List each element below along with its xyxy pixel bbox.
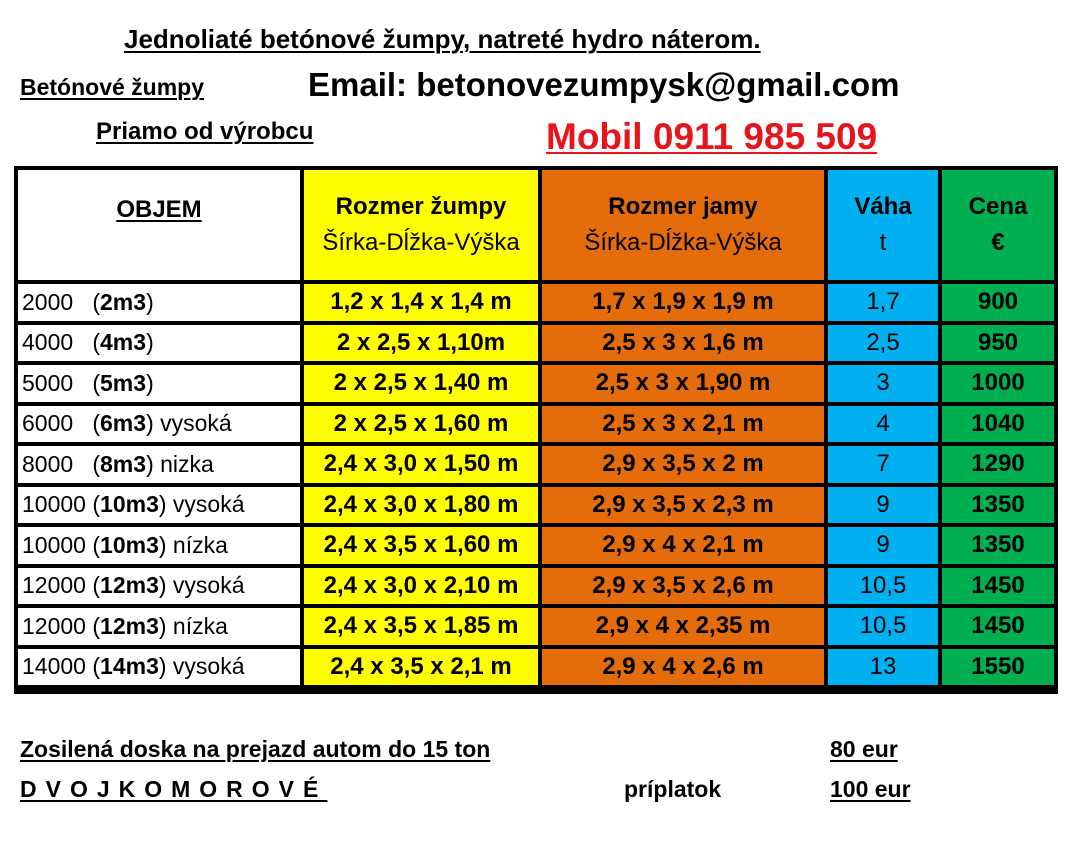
table-cell-zumpa: 2,4 x 3,5 x 1,85 m bbox=[304, 608, 538, 645]
table-cell-zumpa: 2 x 2,5 x 1,40 m bbox=[304, 365, 538, 402]
table-cell-zumpa: 2,4 x 3,5 x 1,60 m bbox=[304, 527, 538, 564]
reinforced-slab-label: Zosilená doska na prejazd autom do 15 ton bbox=[20, 736, 491, 762]
header-cena-sub: € bbox=[991, 229, 1005, 256]
objem-paren-open: ( bbox=[85, 491, 101, 518]
objem-paren-close: ) bbox=[146, 410, 161, 437]
price-table bbox=[14, 166, 1058, 694]
objem-liters: 12000 bbox=[22, 612, 86, 639]
objem-note: nízka bbox=[172, 531, 228, 558]
objem-paren-open: ( bbox=[73, 329, 101, 356]
table-cell-cena: 1350 bbox=[942, 527, 1054, 564]
table-cell-objem bbox=[18, 406, 300, 443]
header-rozmer-zumpy bbox=[304, 170, 538, 280]
objem-m3: 6m3 bbox=[100, 410, 147, 437]
objem-m3: 12m3 bbox=[100, 572, 159, 599]
table-cell-objem bbox=[18, 325, 300, 362]
objem-liters: 12000 bbox=[22, 572, 86, 599]
table-cell-cena: 1450 bbox=[942, 568, 1054, 605]
dual-chamber-label: DVOJKOMOROVÉ bbox=[20, 776, 328, 802]
table-cell-cena: 1040 bbox=[942, 406, 1054, 443]
objem-note: nízka bbox=[172, 612, 228, 639]
table-cell-objem bbox=[18, 284, 300, 321]
objem-paren-close: ) bbox=[158, 491, 173, 518]
objem-note: vysoká bbox=[172, 491, 245, 518]
table-cell-jama: 2,9 x 4 x 2,35 m bbox=[542, 608, 824, 645]
table-cell-objem bbox=[18, 487, 300, 524]
header-vaha-title: Váha bbox=[854, 193, 912, 220]
table-cell-zumpa: 2 x 2,5 x 1,10m bbox=[304, 325, 538, 362]
objem-paren-open: ( bbox=[73, 450, 101, 477]
table-cell-jama: 2,9 x 4 x 2,6 m bbox=[542, 649, 824, 686]
objem-paren-close: ) bbox=[146, 369, 161, 396]
objem-paren-close: ) bbox=[158, 531, 173, 558]
objem-note: nizka bbox=[160, 450, 214, 477]
header-vaha-sub: t bbox=[879, 229, 887, 256]
table-cell-cena: 1290 bbox=[942, 446, 1054, 483]
objem-liters: 6000 bbox=[22, 410, 74, 437]
objem-paren-open: ( bbox=[73, 410, 101, 437]
objem-liters: 8000 bbox=[22, 450, 74, 477]
table-cell-jama: 2,9 x 3,5 x 2,3 m bbox=[542, 487, 824, 524]
objem-paren-open: ( bbox=[85, 531, 101, 558]
objem-note: vysoká bbox=[172, 572, 245, 599]
table-cell-cena: 1450 bbox=[942, 608, 1054, 645]
objem-paren-close: ) bbox=[158, 572, 173, 599]
objem-paren-open: ( bbox=[73, 288, 101, 315]
table-cell-zumpa: 2,4 x 3,0 x 1,80 m bbox=[304, 487, 538, 524]
table-cell-cena: 950 bbox=[942, 325, 1054, 362]
objem-note: vysoká bbox=[160, 410, 232, 437]
table-cell-vaha: 7 bbox=[828, 446, 938, 483]
objem-paren-open: ( bbox=[85, 653, 101, 680]
table-cell-cena: 1000 bbox=[942, 365, 1054, 402]
table-cell-vaha: 4 bbox=[828, 406, 938, 443]
surcharge-label: príplatok bbox=[624, 776, 722, 802]
dual-chamber-price: 100 eur bbox=[830, 776, 911, 802]
objem-paren-close: ) bbox=[158, 612, 173, 639]
tagline-manufacturer: Priamo od výrobcu bbox=[96, 118, 314, 145]
objem-liters: 2000 bbox=[22, 288, 74, 315]
table-cell-zumpa: 2,4 x 3,0 x 2,10 m bbox=[304, 568, 538, 605]
header-rozmer-zumpy-sub: Šírka-Dĺžka-Výška bbox=[322, 229, 520, 256]
subtitle-betonove-zumpy: Betónové žumpy bbox=[20, 74, 205, 100]
table-cell-jama: 2,5 x 3 x 2,1 m bbox=[542, 406, 824, 443]
objem-liters: 10000 bbox=[22, 531, 86, 558]
table-cell-objem bbox=[18, 649, 300, 686]
mobile-contact: Mobil 0911 985 509 bbox=[546, 116, 878, 157]
table-cell-zumpa: 2,4 x 3,0 x 1,50 m bbox=[304, 446, 538, 483]
page-title: Jednoliaté betónové žumpy, natreté hydro náterom. bbox=[124, 24, 761, 54]
table-cell-zumpa: 2,4 x 3,5 x 2,1 m bbox=[304, 649, 538, 686]
objem-m3: 10m3 bbox=[100, 491, 159, 518]
table-cell-vaha: 3 bbox=[828, 365, 938, 402]
table-cell-objem bbox=[18, 365, 300, 402]
objem-m3: 8m3 bbox=[100, 450, 147, 477]
objem-liters: 10000 bbox=[22, 491, 86, 518]
header-rozmer-jamy-sub: Šírka-Dĺžka-Výška bbox=[584, 229, 782, 256]
table-cell-jama: 2,9 x 3,5 x 2,6 m bbox=[542, 568, 824, 605]
objem-note: vysoká bbox=[172, 653, 245, 680]
table-cell-cena: 1350 bbox=[942, 487, 1054, 524]
objem-paren-close: ) bbox=[146, 450, 161, 477]
header-vaha bbox=[828, 170, 938, 280]
objem-paren-open: ( bbox=[85, 572, 101, 599]
table-cell-jama: 2,5 x 3 x 1,6 m bbox=[542, 325, 824, 362]
objem-m3: 14m3 bbox=[100, 653, 159, 680]
email-contact: Email: betonovezumpysk@gmail.com bbox=[308, 66, 900, 103]
objem-paren-open: ( bbox=[85, 612, 101, 639]
table-cell-vaha: 13 bbox=[828, 649, 938, 686]
table-cell-jama: 1,7 x 1,9 x 1,9 m bbox=[542, 284, 824, 321]
table-cell-objem bbox=[18, 446, 300, 483]
table-cell-zumpa: 1,2 x 1,4 x 1,4 m bbox=[304, 284, 538, 321]
table-cell-objem bbox=[18, 527, 300, 564]
table-cell-objem bbox=[18, 608, 300, 645]
objem-paren-close: ) bbox=[146, 329, 161, 356]
table-cell-vaha: 10,5 bbox=[828, 608, 938, 645]
objem-liters: 5000 bbox=[22, 369, 74, 396]
objem-paren-close: ) bbox=[146, 288, 161, 315]
table-cell-zumpa: 2 x 2,5 x 1,60 m bbox=[304, 406, 538, 443]
table-cell-jama: 2,5 x 3 x 1,90 m bbox=[542, 365, 824, 402]
header-rozmer-jamy bbox=[542, 170, 824, 280]
objem-m3: 12m3 bbox=[100, 612, 159, 639]
header-cena bbox=[942, 170, 1054, 280]
header-objem bbox=[18, 170, 300, 280]
objem-liters: 4000 bbox=[22, 329, 74, 356]
objem-m3: 4m3 bbox=[100, 329, 147, 356]
header-objem-label: OBJEM bbox=[116, 196, 202, 223]
reinforced-slab-price: 80 eur bbox=[830, 736, 898, 762]
objem-m3: 5m3 bbox=[100, 369, 147, 396]
table-cell-cena: 1550 bbox=[942, 649, 1054, 686]
table-cell-vaha: 9 bbox=[828, 487, 938, 524]
table-cell-vaha: 2,5 bbox=[828, 325, 938, 362]
header-rozmer-jamy-title: Rozmer jamy bbox=[608, 193, 758, 220]
table-cell-jama: 2,9 x 3,5 x 2 m bbox=[542, 446, 824, 483]
table-cell-vaha: 10,5 bbox=[828, 568, 938, 605]
table-cell-objem bbox=[18, 568, 300, 605]
table-cell-jama: 2,9 x 4 x 2,1 m bbox=[542, 527, 824, 564]
table-cell-vaha: 9 bbox=[828, 527, 938, 564]
objem-liters: 14000 bbox=[22, 653, 86, 680]
table-cell-vaha: 1,7 bbox=[828, 284, 938, 321]
table-cell-cena: 900 bbox=[942, 284, 1054, 321]
objem-m3: 10m3 bbox=[100, 531, 159, 558]
header-rozmer-zumpy-title: Rozmer žumpy bbox=[335, 193, 507, 220]
objem-paren-close: ) bbox=[158, 653, 173, 680]
objem-m3: 2m3 bbox=[100, 288, 147, 315]
objem-paren-open: ( bbox=[73, 369, 101, 396]
header-cena-title: Cena bbox=[968, 193, 1028, 220]
